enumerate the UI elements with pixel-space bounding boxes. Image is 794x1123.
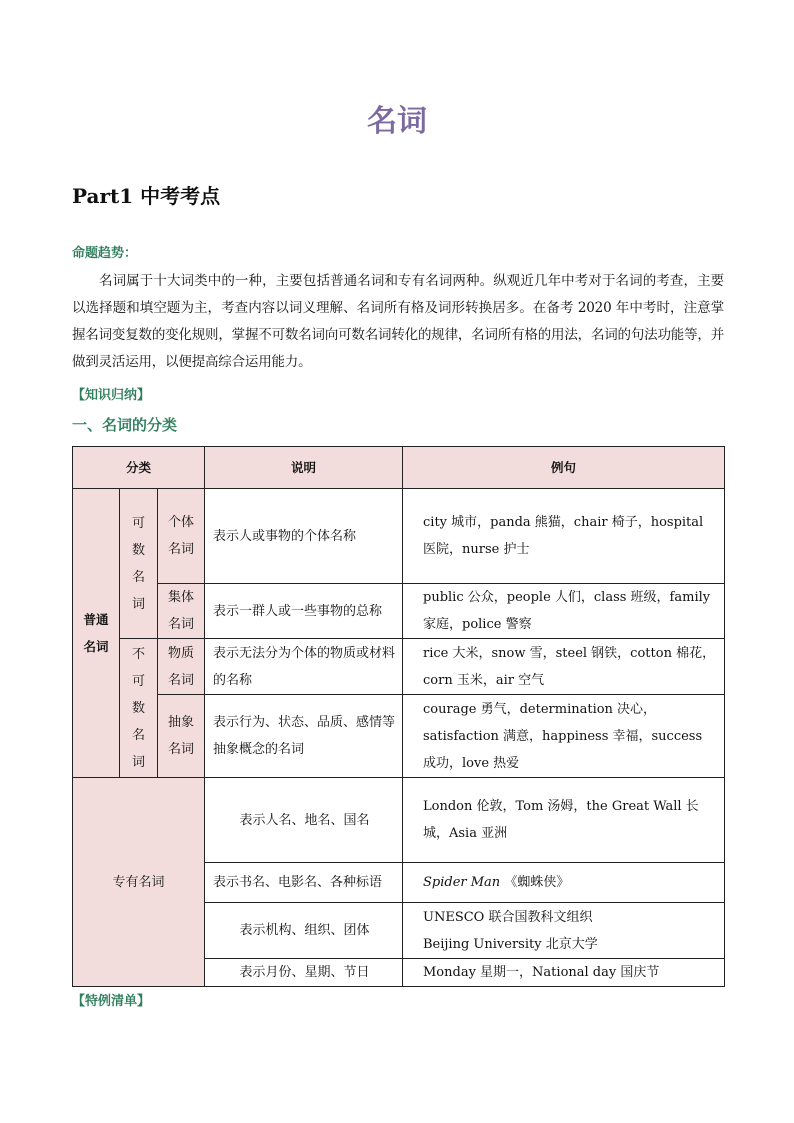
subtype-label: 抽象 名词: [158, 695, 205, 778]
subtype-label: 集体 名词: [158, 584, 205, 639]
example-italic-title: Spider Man: [423, 875, 501, 890]
description-cell: 表示人或事物的个体名称: [205, 489, 403, 584]
special-cases-label: 【特例清单】: [72, 994, 151, 1009]
description-cell: 表示人名、地名、国名: [205, 778, 403, 863]
knowledge-label: 【知识归纳】: [72, 388, 151, 403]
table-row: [73, 695, 725, 778]
part-heading: Part1 中考考点: [72, 184, 221, 208]
description-cell: 表示一群人或一些事物的总称: [205, 584, 403, 639]
example-cell: public 公众，people 人们，class 班级，family 家庭，police 警察: [403, 584, 725, 639]
description-cell: 表示机构、组织、团体: [205, 903, 403, 959]
table-row: [73, 584, 725, 639]
example-cell: Monday 星期一，National day 国庆节: [403, 959, 725, 987]
noun-classification-table: [72, 446, 725, 987]
proper-noun-label: 专有名词: [73, 778, 205, 987]
example-line: Beijing University 北京大学: [423, 936, 598, 952]
header-category: 分类: [73, 447, 205, 489]
subtype-label: 个体 名词: [158, 489, 205, 584]
example-line: UNESCO 联合国教科文组织: [423, 909, 593, 925]
section-heading: 一、名词的分类: [72, 416, 178, 434]
table-header-row: [73, 447, 725, 489]
trend-paragraph: 名词属于十大词类中的一种，主要包括普通名词和专有名词两种。纵观近几年中考对于名词的考查，主要以选择题和填空题为主，考查内容以词义理解、名词所有格及词形转换居多。在备考 2020 年中考时，注意掌握名词变复数的变化规则，掌握不可数名词向可数名词转化的规律，名词所有格的用法，名词的句法功能等，并做到灵活运用，以便提高综合运用能力。: [72, 273, 724, 370]
trend-label: 命题趋势：: [72, 246, 138, 261]
countable-label: 可 数 名 词: [120, 489, 158, 639]
example-text: 《蜘蛛侠》: [504, 875, 570, 890]
description-cell: 表示书名、电影名、各种标语: [205, 863, 403, 903]
header-description: 说明: [205, 447, 403, 489]
header-example: 例句: [403, 447, 725, 489]
description-cell: 表示无法分为个体的物质或材料的名称: [205, 639, 403, 695]
example-cell: city 城市，panda 熊猫，chair 椅子，hospital 医院，nurse 护士: [403, 489, 725, 584]
document-title: 名词: [367, 104, 427, 139]
table-row: [73, 778, 725, 863]
example-cell: [403, 903, 725, 959]
example-cell: [403, 863, 725, 903]
subtype-label: 物质 名词: [158, 639, 205, 695]
table-row: [73, 489, 725, 584]
example-cell: courage 勇气，determination 决心，satisfaction 满意，happiness 幸福，success 成功，love 热爱: [403, 695, 725, 778]
description-cell: 表示行为、状态、品质、感情等抽象概念的名词: [205, 695, 403, 778]
example-cell: London 伦敦，Tom 汤姆，the Great Wall 长城，Asia 亚洲: [403, 778, 725, 863]
common-noun-label: 普通 名词: [73, 489, 120, 778]
table-row: [73, 639, 725, 695]
description-cell: 表示月份、星期、节日: [205, 959, 403, 987]
uncountable-label: 不 可 数 名 词: [120, 639, 158, 778]
example-cell: rice 大米，snow 雪，steel 钢铁，cotton 棉花，corn 玉米，air 空气: [403, 639, 725, 695]
